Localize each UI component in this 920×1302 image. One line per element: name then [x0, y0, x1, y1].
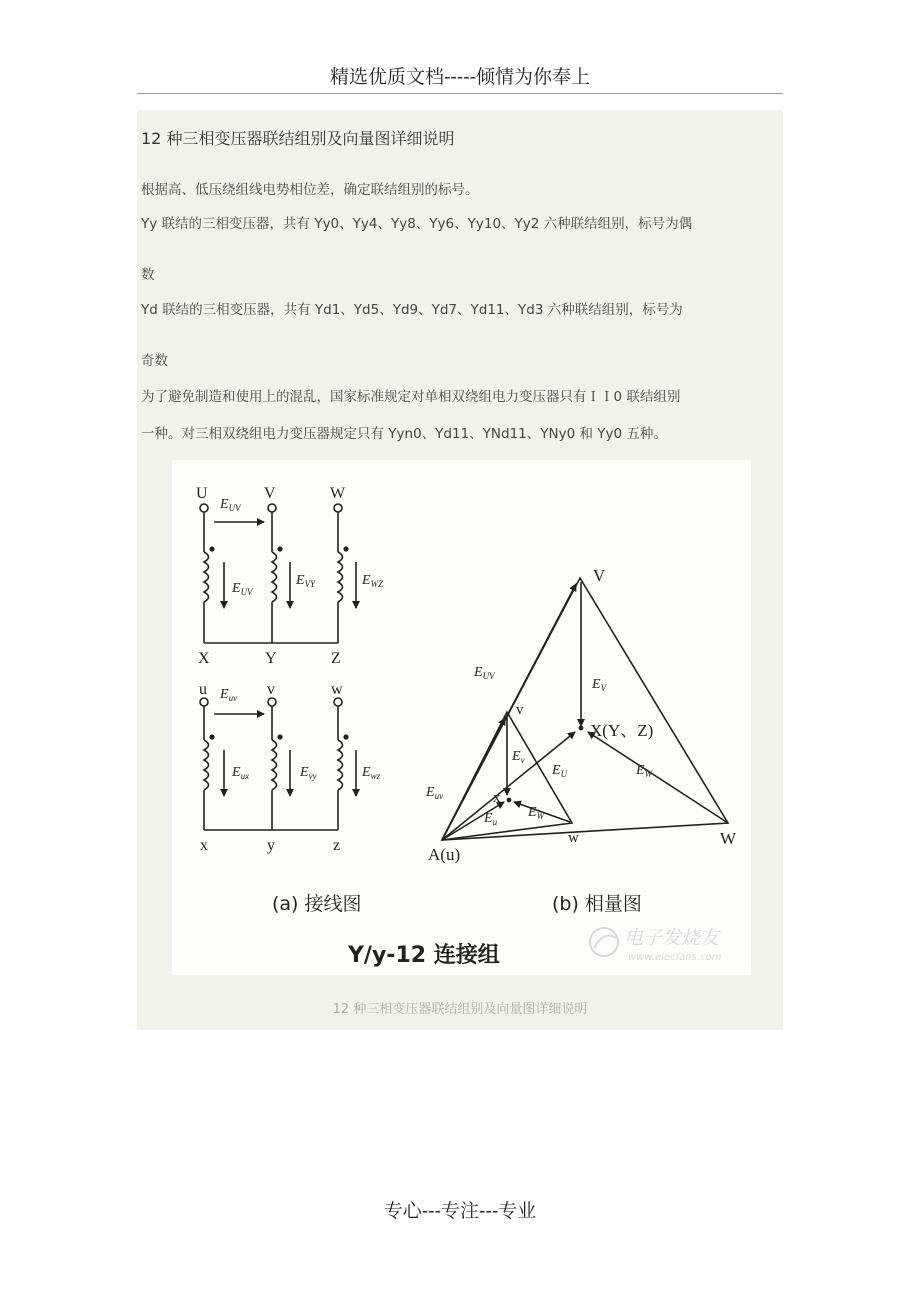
- emf-subscript: uv: [434, 791, 444, 801]
- svg-text:EUV: [219, 497, 242, 513]
- figure-caption: 12 种三相变压器联结组别及向量图详细说明: [332, 1002, 588, 1017]
- emf-symbol: E: [300, 765, 309, 780]
- node-label: v: [516, 702, 524, 718]
- article-title: 12 种三相变压器联结组别及向量图详细说明: [141, 129, 455, 148]
- subfigure-caption-a: (a) 接线图: [272, 893, 362, 915]
- emf-symbol: E: [426, 785, 435, 800]
- subfigure-caption-b: (b) 相量图: [552, 893, 642, 915]
- emf-subscript: u: [492, 817, 498, 827]
- emf-symbol: E: [362, 573, 371, 588]
- terminal-label: u: [199, 681, 207, 698]
- terminal-label: x: [200, 837, 208, 854]
- svg-text:EWZ: [361, 573, 384, 589]
- winding-coil: [272, 740, 277, 790]
- terminal-label: X: [198, 650, 210, 667]
- svg-text:Evy: [299, 765, 317, 781]
- emf-subscript: wz: [370, 771, 381, 781]
- emf-symbol: E: [232, 581, 241, 596]
- transformer-figure: [172, 460, 751, 975]
- emf-subscript: UV: [482, 671, 495, 681]
- winding-coil: [338, 740, 343, 790]
- svg-text:EU: [551, 763, 568, 779]
- lv-polarity-dots: [209, 734, 348, 739]
- svg-text:Eu: [483, 811, 498, 827]
- emf-symbol: E: [528, 805, 537, 820]
- emf-subscript: ux: [240, 771, 250, 781]
- hv-triangle: [442, 578, 728, 840]
- emf-symbol: E: [220, 497, 229, 512]
- svg-text:EV: [591, 677, 608, 693]
- emf-symbol: E: [220, 687, 229, 702]
- winding-coil: [204, 552, 209, 602]
- header-divider: [137, 93, 783, 94]
- terminal-label: V: [264, 485, 276, 502]
- emf-subscript: W: [536, 811, 545, 821]
- terminal-label: W: [330, 485, 346, 502]
- article-block: [137, 110, 783, 1030]
- paragraph-line: Yy 联结的三相变压器，共有 Yy0、Yy4、Yy8、Yy6、Yy10、Yy2 六种联结组别，标号为偶: [141, 216, 693, 232]
- node-label: x: [493, 790, 501, 806]
- svg-text:Ewz: [361, 765, 381, 781]
- svg-text:EW: [635, 763, 654, 779]
- winding-coil: [338, 552, 343, 602]
- svg-text:Euv: [425, 785, 443, 801]
- winding-coil: [204, 740, 209, 790]
- emf-symbol: E: [484, 811, 493, 826]
- emf-subscript: WZ: [370, 579, 384, 589]
- watermark-text: 电子发烧友: [624, 927, 720, 949]
- svg-text:Euv: [219, 687, 237, 703]
- terminal-circle: [200, 698, 208, 706]
- node-label: W: [720, 829, 737, 848]
- paragraph-line: 奇数: [141, 353, 168, 369]
- emf-subscript: VY: [304, 579, 316, 589]
- watermark-icon: [590, 928, 618, 956]
- hv-polarity-dots: [209, 546, 348, 551]
- phasor-nodes: [507, 726, 584, 803]
- emf-subscript: vy: [308, 771, 317, 781]
- emf-subscript: uv: [228, 693, 238, 703]
- hv-wiring: [200, 504, 356, 643]
- svg-text:EUV: [231, 581, 254, 597]
- node-label: w: [568, 830, 579, 846]
- emf-symbol: E: [512, 749, 521, 764]
- emf-subscript: V: [600, 683, 607, 693]
- emf-symbol: E: [232, 765, 241, 780]
- emf-symbol: E: [474, 665, 483, 680]
- phasor-diagram: [442, 578, 728, 840]
- group-title: Y/y-12 连接组: [348, 943, 500, 968]
- node-label: X(Y、Z): [590, 721, 654, 740]
- emf-subscript: UV: [228, 503, 241, 513]
- terminal-label: z: [333, 837, 341, 854]
- paragraph-line: 为了避免制造和使用上的混乱，国家标准规定对单相双绕组电力变压器只有ＩＩ0 联结组别: [141, 389, 681, 405]
- page-footer: 专心---专注---专业: [383, 1200, 537, 1222]
- svg-text:EUV: [473, 665, 496, 681]
- emf-subscript: v: [520, 755, 525, 765]
- terminal-label: Y: [265, 650, 277, 667]
- transformer-diagram: [172, 460, 751, 975]
- terminal-circle: [334, 504, 342, 512]
- emf-symbol: E: [362, 765, 371, 780]
- emf-subscript: UV: [240, 587, 253, 597]
- winding-coil: [272, 552, 277, 602]
- terminal-circle: [268, 698, 276, 706]
- terminal-label: U: [196, 485, 208, 502]
- svg-text:Eux: [231, 765, 249, 781]
- terminal-circle: [200, 504, 208, 512]
- terminal-circle: [334, 698, 342, 706]
- terminal-label: v: [267, 681, 275, 698]
- paragraph-line: 数: [141, 267, 155, 283]
- node-label: A(u): [428, 845, 461, 864]
- paragraph-line: Yd 联结的三相变压器，共有 Yd1、Yd5、Yd9、Yd7、Yd11、Yd3 六种联结组别，标号为: [141, 302, 683, 318]
- watermark-url: www.elecfans.com: [628, 952, 722, 963]
- terminal-circle: [268, 504, 276, 512]
- emf-subscript: W: [644, 769, 653, 779]
- emf-symbol: E: [636, 763, 645, 778]
- emf-symbol: E: [296, 573, 305, 588]
- page-header: 精选优质文档-----倾情为你奉上: [329, 66, 591, 88]
- paragraph-line: 根据高、低压绕组线电势相位差，确定联结组别的标号。: [141, 182, 479, 198]
- terminal-label: w: [331, 681, 343, 698]
- terminal-label: Z: [331, 650, 341, 667]
- svg-text:Ev: [511, 749, 525, 765]
- watermark-logo: [590, 927, 722, 963]
- node-label: V: [593, 566, 606, 585]
- lv-wiring: [200, 698, 356, 830]
- paragraph-line: 一种。对三相双绕组电力变压器规定只有 Yyn0、Yd11、YNd11、YNy0 和 Yy0 五种。: [141, 426, 667, 442]
- emf-subscript: U: [560, 769, 568, 779]
- svg-text:EW: [527, 805, 546, 821]
- emf-symbol: E: [552, 763, 561, 778]
- terminal-label: y: [267, 837, 275, 854]
- emf-symbol: E: [592, 677, 601, 692]
- svg-text:EVY: [295, 573, 316, 589]
